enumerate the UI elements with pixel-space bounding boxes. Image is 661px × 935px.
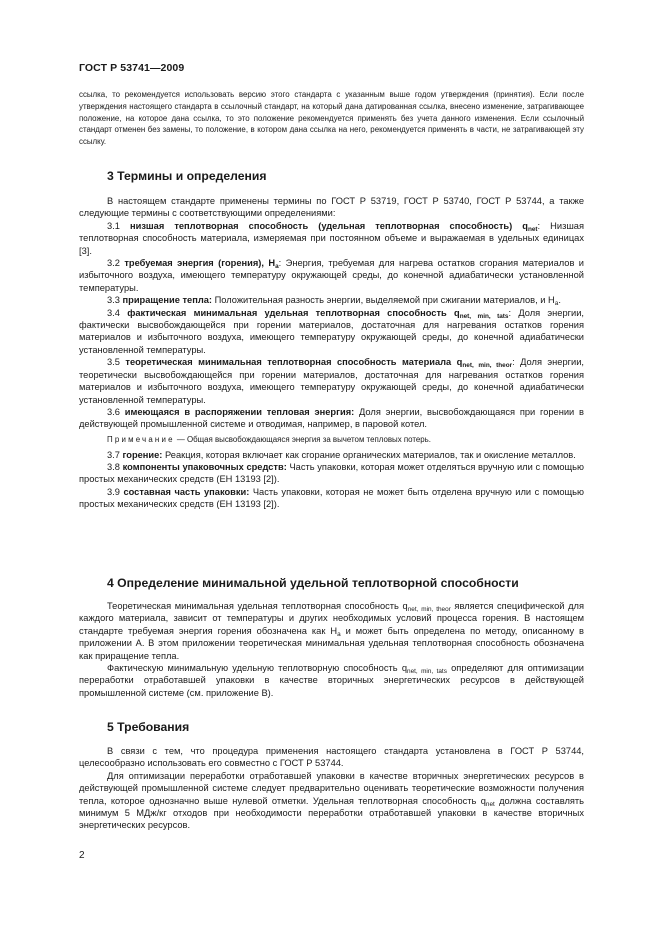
- subscript: a: [337, 630, 341, 638]
- term-name: имеющаяся в распоряжении тепловая энергия:: [124, 406, 355, 417]
- section-4-body: [79, 600, 584, 699]
- section-5-paragraph-1: В связи с тем, что процедура применения настоящего стандарта установлена в ГОСТ Р 53744, целесообразно использовать его совместно с ГОСТ Р 53744.: [79, 746, 584, 769]
- term-name: компоненты упаковочных средств:: [122, 461, 287, 472]
- term-number: 3.7: [107, 449, 120, 460]
- subscript: net, min, tats: [407, 668, 447, 676]
- subscript: net: [485, 800, 495, 808]
- term-name: низшая теплотворная способность (удельная теплотворная способность) q: [129, 220, 528, 231]
- term-3-1: [79, 220, 584, 257]
- term-number: 3.4: [107, 307, 120, 318]
- term-subscript: net, min, tats: [459, 312, 509, 320]
- term-definition: : Низшая теплотворная способность материала, измеряемая при постоянном объеме и выражаемая в удельных единицах [3].: [79, 220, 584, 256]
- term-3-9: [79, 486, 584, 511]
- document-header: ГОСТ Р 53741—2009: [79, 62, 185, 74]
- section-5-paragraph-2: [79, 770, 584, 832]
- section-3-heading: 3 Термины и определения: [107, 169, 267, 183]
- text-run: определяют для оптимизации переработки отработавшей упаковки в качестве вторичных энергетических ресурсов в действующей промышленной системе (см. приложение В).: [79, 663, 584, 698]
- term-number: 3.2: [107, 258, 120, 269]
- term-subscript: a: [275, 263, 279, 271]
- note-text: — Общая высвобождающаяся энергия за вычетом тепловых потерь.: [174, 434, 431, 444]
- term-definition: Реакция, которая включает как сгорание органических материалов, так и окисление металлов.: [162, 449, 576, 460]
- section-3-body: [79, 195, 584, 511]
- text-run: и может быть определена по методу, описанному в приложении А. В этом приложении теоретическая минимальная удельная теплотворная способность обозначена как приращение тепла.: [79, 625, 584, 661]
- term-3-3: [79, 294, 584, 306]
- term-number: 3.5: [107, 357, 120, 368]
- term-subscript: a: [554, 300, 559, 308]
- term-name: составная часть упаковки:: [123, 486, 250, 497]
- page-number: 2: [79, 850, 85, 861]
- section-4-paragraph-2: [79, 662, 584, 699]
- term-definition: : Доля энергии, фактически высвобождающейся при горении материалов, достаточная для нагревания остатков горения материалов и избыточного воздуха, имеющего температуру окружающей среды, до конечной адиабатически установленной температуры.: [79, 307, 585, 355]
- section-3-intro: В настоящем стандарте применены термины по ГОСТ Р 53719, ГОСТ Р 53740, ГОСТ Р 53744, а также следующие термины с соответствующими определениями:: [79, 196, 584, 219]
- note: [79, 434, 584, 446]
- term-name: требуемая энергия (горения), H: [124, 258, 276, 269]
- section-5-heading: 5 Требования: [107, 720, 190, 734]
- term-3-7: [79, 449, 584, 461]
- text-run: Для оптимизации переработки отработавшей упаковки в качестве вторичных энергетических ресурсов в действующей промышленной системе следует предварительно оценивать теоретические возможности получения тепла, которое однозначно выше нулевой отметки. Удельная теплотворная способность q: [79, 770, 584, 806]
- term-definition: Часть упаковки, которая может отделяться вручную или с помощью простых механических средств (ЕН 13193 [2]).: [79, 461, 584, 485]
- section-4-paragraph-1: [79, 600, 584, 662]
- text-run: является специфической для каждого материала, зависит от температуры и других необходимых условий процесса горения. В настоящем стандарте требуемая энергия горения обозначена как H: [79, 601, 584, 636]
- term-definition: : Энергия, требуемая для нагрева остатков сгорания материалов и избыточного воздуха, имеющего температуру окружающей среды, до конечной адиабатически установленной температуры.: [79, 258, 584, 293]
- term-3-6: [79, 406, 584, 431]
- term-definition: Положительная разность энергии, выделяемой при сжигании материалов, и H: [212, 295, 555, 306]
- term-3-2: [79, 257, 584, 294]
- term-name: фактическая минимальная удельная теплотворная способность q: [127, 307, 460, 318]
- term-number: 3.8: [107, 461, 120, 472]
- term-3-5: [79, 356, 584, 406]
- text-run: Теоретическая минимальная удельная теплотворная способность q: [107, 601, 408, 611]
- section-4-heading: 4 Определение минимальной удельной теплотворной способности: [107, 576, 519, 590]
- section-5-body: [79, 745, 584, 832]
- term-number: 3.9: [107, 486, 120, 497]
- term-3-8: [79, 461, 584, 486]
- term-number: 3.1: [107, 220, 120, 231]
- term-name: приращение тепла:: [122, 295, 213, 306]
- term-end: .: [558, 295, 561, 306]
- subscript: net, min, theor: [407, 606, 451, 613]
- term-3-4: [79, 307, 584, 357]
- term-definition: : Доля энергии, теоретически высвобождающейся при горении материалов, достаточная для нагревания остатков горения материалов и избыточного воздуха, имеющего температуру окружающей среды, до конечной адиабатически установленной температуры.: [79, 357, 585, 405]
- term-name: теоретическая минимальная теплотворная способность материала q: [125, 357, 463, 368]
- intro-paragraph: [79, 89, 584, 148]
- term-definition: Часть упаковки, которая не может быть отделена вручную или с помощью простых механических средств (ЕН 13193 [2]).: [79, 486, 584, 510]
- term-number: 3.6: [107, 406, 120, 417]
- term-name: горение:: [122, 449, 163, 460]
- intro-text: ссылка, то рекомендуется использовать версию этого стандарта с указанным выше годом утверждения (принятия). Если после утверждения настоящего стандарта в ссылочный стандарт, на который дана датированная ссылка, внесено изменение, затрагивающее положение, на которое дана ссылка, то это положение рекомендуется применять без учета данного изменения. Если ссылочный стандарт отменен без замены, то положение, в котором дана ссылка на него, рекомендуется применять в части, не затрагивающей эту ссылку.: [79, 90, 584, 147]
- text-run: Фактическую минимальную удельную теплотворную способность q: [107, 663, 408, 674]
- term-number: 3.3: [107, 295, 120, 306]
- term-definition: Доля энергии, высвобождающаяся при горении в действующей промышленной системе и отводимая, например, в паровой котел.: [79, 406, 584, 430]
- term-subscript: net: [527, 225, 538, 233]
- text-run: должна составлять минимум 5 МДж/кг отходов при необходимости переработки отработавшей упаковки в качестве вторичных энергетических ресурсов.: [79, 795, 584, 831]
- note-label: Примечание: [107, 434, 175, 444]
- term-subscript: net, min, theor: [462, 362, 513, 370]
